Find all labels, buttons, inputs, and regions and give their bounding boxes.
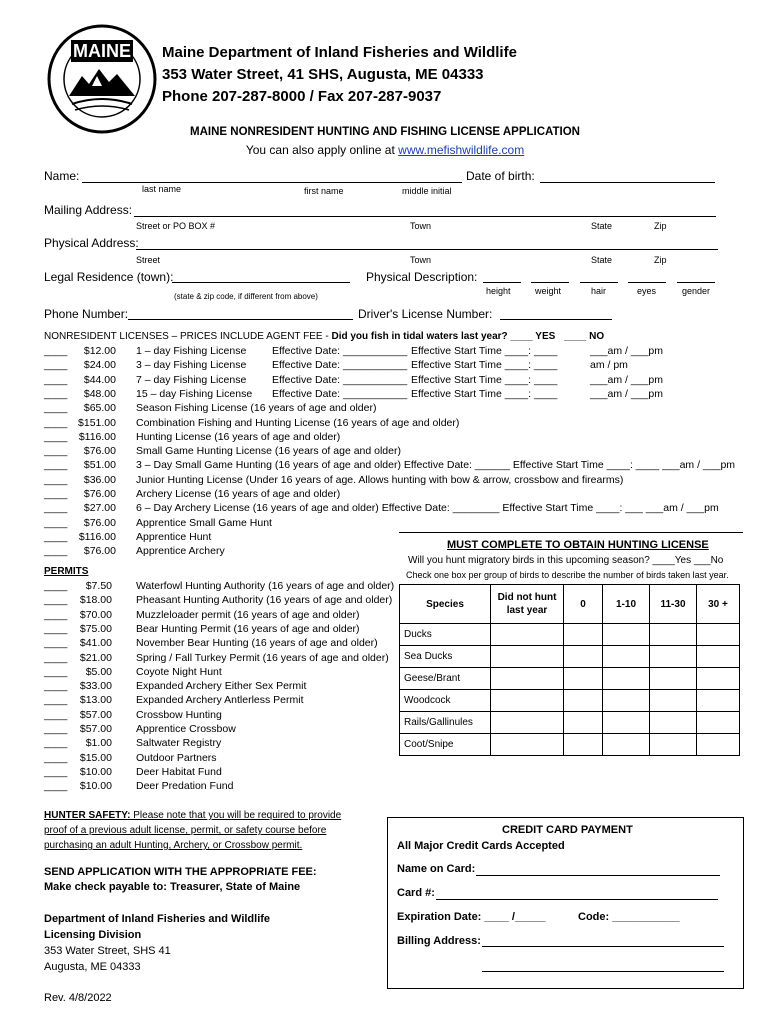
permit-row bbox=[44, 680, 112, 694]
migratory-question: Will you hunt migratory birds in this upcoming season? ____Yes ___No bbox=[408, 555, 724, 566]
credit-card-title: CREDIT CARD PAYMENT bbox=[502, 824, 633, 836]
permit-row bbox=[44, 580, 112, 594]
license-price: $116.00 bbox=[78, 530, 116, 543]
permit-price: $13.00 bbox=[79, 694, 112, 707]
drivers-license-field[interactable] bbox=[500, 319, 612, 320]
revision-date: Rev. 4/8/2022 bbox=[44, 992, 112, 1004]
permit-price: $1.00 bbox=[85, 737, 112, 750]
license-price: $48.00 bbox=[83, 387, 116, 400]
permit-label: Outdoor Partners bbox=[136, 751, 217, 764]
mail-division: Licensing Division bbox=[44, 929, 142, 941]
org-phone: Phone 207-287-8000 / Fax 207-287-9037 bbox=[162, 88, 442, 105]
license-select-blank[interactable]: ____ bbox=[44, 459, 68, 472]
permit-label: Saltwater Registry bbox=[136, 737, 222, 750]
physical-field[interactable] bbox=[136, 249, 718, 250]
bird-row bbox=[400, 690, 740, 712]
street-caption: Street bbox=[136, 255, 161, 265]
bird-count-checkbox[interactable] bbox=[603, 690, 650, 712]
bird-count-checkbox[interactable] bbox=[603, 668, 650, 690]
card-number-label: Card #: bbox=[397, 887, 435, 899]
dob-field[interactable] bbox=[540, 182, 715, 183]
mail-city: Augusta, ME 04333 bbox=[44, 961, 141, 973]
migratory-instruction: Check one box per group of birds to describe the number of birds taken last year. bbox=[406, 570, 729, 580]
bird-count-checkbox[interactable] bbox=[491, 624, 564, 646]
online-prefix: You can also apply online at bbox=[245, 143, 399, 157]
license-row bbox=[44, 474, 116, 488]
license-am-pm[interactable]: ___am / ___pm bbox=[590, 345, 663, 357]
credit-card-accepted: All Major Credit Cards Accepted bbox=[397, 840, 565, 852]
license-label: Apprentice Hunt bbox=[136, 530, 212, 543]
license-row bbox=[44, 502, 116, 516]
bird-count-checkbox[interactable] bbox=[491, 734, 564, 756]
bird-count-checkbox[interactable] bbox=[564, 734, 603, 756]
permit-price: $57.00 bbox=[79, 708, 112, 721]
license-price: $24.00 bbox=[83, 359, 116, 372]
permit-select-blank[interactable]: ____ bbox=[44, 594, 68, 607]
permit-row bbox=[44, 637, 112, 651]
license-select-blank[interactable]: ____ bbox=[44, 387, 68, 400]
height-caption: height bbox=[486, 286, 511, 296]
permit-select-blank[interactable]: ____ bbox=[44, 723, 68, 735]
permit-row bbox=[44, 752, 112, 766]
bird-count-checkbox[interactable] bbox=[650, 646, 697, 668]
bird-row bbox=[400, 668, 740, 690]
send-application-line: SEND APPLICATION WITH THE APPROPRIATE FEE: bbox=[44, 866, 317, 878]
legal-residence-caption: (state & zip code, if different from above) bbox=[174, 292, 318, 301]
license-label: 3 – Day Small Game Hunting (16 years of age and older) Effective Date: ______ Effective Start Time ____: ____ ___am / ___pm bbox=[136, 459, 736, 472]
permit-select-blank[interactable]: ____ bbox=[44, 580, 68, 592]
bird-count-checkbox[interactable] bbox=[491, 712, 564, 734]
permit-price: $21.00 bbox=[79, 651, 112, 664]
license-start-time[interactable]: Effective Start Time ____: ____ bbox=[411, 359, 558, 372]
license-label: Apprentice Archery bbox=[136, 545, 225, 558]
billing-address-field-2[interactable] bbox=[482, 971, 724, 972]
license-row bbox=[44, 359, 116, 373]
tidal-no[interactable]: ____ NO bbox=[564, 331, 605, 342]
physical-state-caption: State bbox=[591, 255, 613, 265]
hunter-safety-label: HUNTER SAFETY: bbox=[44, 810, 131, 821]
licenses-heading-text: NONRESIDENT LICENSES – PRICES INCLUDE AGENT FEE - bbox=[44, 331, 332, 342]
license-row bbox=[44, 445, 116, 459]
license-row bbox=[44, 388, 116, 402]
bird-count-checkbox[interactable] bbox=[650, 690, 697, 712]
license-label: Hunting License (16 years of age and older) bbox=[136, 430, 341, 443]
physical-description-label: Physical Description: bbox=[366, 270, 478, 284]
permit-price: $70.00 bbox=[79, 608, 112, 621]
permit-row bbox=[44, 666, 112, 680]
expiration-date-label: Expiration Date: ____ /_____ bbox=[397, 911, 546, 923]
permit-label: November Bear Hunting (16 years of age and older) bbox=[136, 637, 378, 650]
permit-select-blank[interactable]: ____ bbox=[44, 708, 68, 721]
license-label: 1 – day Fishing License bbox=[136, 345, 247, 357]
license-row bbox=[44, 431, 116, 445]
permit-row bbox=[44, 694, 112, 708]
payable-to-line: Make check payable to: Treasurer, State of Maine bbox=[44, 881, 301, 893]
license-row bbox=[44, 402, 116, 416]
license-start-time[interactable]: Effective Start Time ____: ____ bbox=[411, 345, 558, 357]
hunter-safety-line1: Please note that you will be required to provide bbox=[130, 810, 342, 821]
svg-text:MAINE: MAINE bbox=[73, 41, 131, 61]
bird-row bbox=[400, 646, 740, 668]
gender-caption: gender bbox=[682, 286, 711, 296]
name-label: Name: bbox=[44, 169, 80, 183]
license-am-pm[interactable]: am / pm bbox=[590, 359, 628, 372]
permit-price: $41.00 bbox=[79, 637, 112, 650]
bird-count-checkbox[interactable] bbox=[491, 646, 564, 668]
license-select-blank[interactable]: ____ bbox=[44, 488, 68, 500]
migratory-title: MUST COMPLETE TO OBTAIN HUNTING LICENSE bbox=[447, 539, 709, 551]
permit-select-blank[interactable]: ____ bbox=[44, 780, 68, 793]
permit-row bbox=[44, 737, 112, 751]
license-price: $76.00 bbox=[83, 488, 116, 500]
online-note bbox=[0, 143, 770, 157]
license-price: $76.00 bbox=[83, 516, 116, 529]
license-label: Junior Hunting License (Under 16 years of age. Allows hunting with bow & arrow, crossbow and firearms) bbox=[136, 473, 624, 486]
bird-count-checkbox[interactable] bbox=[697, 624, 740, 646]
mailing-town-caption: Town bbox=[410, 221, 432, 231]
name-on-card-label: Name on Card: bbox=[397, 863, 476, 875]
hunter-safety-note bbox=[44, 808, 341, 853]
street-po-caption: Street or PO BOX # bbox=[136, 221, 216, 231]
permit-select-blank[interactable]: ____ bbox=[44, 622, 68, 635]
migratory-bird-table bbox=[399, 584, 740, 756]
license-row bbox=[44, 374, 116, 388]
bird-species: Coot/Snipe bbox=[400, 734, 491, 756]
legal-residence-label: Legal Residence (town): bbox=[44, 270, 174, 284]
permit-price: $7.50 bbox=[85, 580, 112, 592]
permit-label: Muzzleloader permit (16 years of age and older) bbox=[136, 608, 360, 621]
license-effective-date[interactable]: Effective Date: ___________ bbox=[272, 373, 408, 386]
permit-select-blank[interactable]: ____ bbox=[44, 694, 68, 707]
permit-label: Deer Habitat Fund bbox=[136, 765, 222, 778]
license-start-time[interactable]: Effective Start Time ____: ____ bbox=[411, 373, 558, 386]
bird-species: Geese/Brant bbox=[400, 668, 491, 690]
agency-seal bbox=[47, 24, 157, 134]
permit-label: Crossbow Hunting bbox=[136, 708, 222, 721]
hair-field[interactable] bbox=[580, 282, 618, 283]
license-select-blank[interactable]: ____ bbox=[44, 373, 68, 386]
license-row bbox=[44, 531, 116, 545]
permit-row bbox=[44, 594, 112, 608]
phone-field[interactable] bbox=[128, 319, 353, 320]
license-label: Apprentice Small Game Hunt bbox=[136, 516, 272, 529]
eleven-to-thirty-column-header: 11-30 bbox=[650, 585, 697, 624]
license-select-blank[interactable]: ____ bbox=[44, 545, 68, 558]
permit-row bbox=[44, 652, 112, 666]
phone-label: Phone Number: bbox=[44, 307, 129, 321]
bird-count-checkbox[interactable] bbox=[564, 712, 603, 734]
permit-select-blank[interactable]: ____ bbox=[44, 651, 68, 664]
license-select-blank[interactable]: ____ bbox=[44, 359, 68, 372]
permit-label: Deer Predation Fund bbox=[136, 780, 234, 793]
permit-row bbox=[44, 780, 112, 794]
license-select-blank[interactable]: ____ bbox=[44, 445, 68, 458]
licenses-heading bbox=[44, 331, 604, 342]
bird-count-checkbox[interactable] bbox=[491, 690, 564, 712]
permit-select-blank[interactable]: ____ bbox=[44, 665, 68, 678]
eyes-field[interactable] bbox=[628, 282, 666, 283]
permit-row bbox=[44, 623, 112, 637]
license-label: Small Game Hunting License (16 years of age and older) bbox=[136, 445, 401, 458]
org-name: Maine Department of Inland Fisheries and Wildlife bbox=[162, 44, 517, 61]
bird-row bbox=[400, 712, 740, 734]
legal-residence-field[interactable] bbox=[172, 282, 350, 283]
mailing-state-caption: State bbox=[591, 221, 613, 231]
last-name-caption: last name bbox=[142, 184, 182, 194]
hunter-safety-line3: purchasing an adult Hunting, Archery, or Crossbow permit. bbox=[44, 840, 303, 851]
one-to-ten-column-header: 1-10 bbox=[603, 585, 650, 624]
bird-species: Ducks bbox=[400, 624, 491, 646]
permit-label: Coyote Night Hunt bbox=[136, 665, 222, 678]
tidal-question: Did you fish in tidal waters last year? bbox=[331, 331, 508, 342]
bird-count-checkbox[interactable] bbox=[603, 734, 650, 756]
name-field[interactable] bbox=[82, 182, 462, 183]
eyes-caption: eyes bbox=[637, 286, 657, 296]
permit-label: Pheasant Hunting Authority (16 years of age and older) bbox=[136, 594, 393, 607]
security-code-label: Code: ___________ bbox=[578, 911, 680, 923]
permit-select-blank[interactable]: ____ bbox=[44, 737, 68, 750]
online-link[interactable]: www.mefishwildlife.com bbox=[398, 143, 525, 157]
org-address: 353 Water Street, 41 SHS, Augusta, ME 04333 bbox=[162, 66, 484, 83]
license-price: $76.00 bbox=[83, 545, 116, 558]
license-start-time[interactable]: Effective Start Time ____: ____ bbox=[411, 387, 558, 400]
license-price: $12.00 bbox=[83, 345, 116, 357]
mail-street: 353 Water Street, SHS 41 bbox=[44, 945, 171, 957]
permit-label: Waterfowl Hunting Authority (16 years of age and older) bbox=[136, 580, 395, 592]
permit-price: $18.00 bbox=[79, 594, 112, 607]
permit-label: Expanded Archery Either Sex Permit bbox=[136, 680, 307, 693]
card-number-field[interactable] bbox=[436, 899, 718, 900]
bird-count-checkbox[interactable] bbox=[491, 668, 564, 690]
license-label: Combination Fishing and Hunting License (16 years of age and older) bbox=[136, 416, 460, 429]
dob-label: Date of birth: bbox=[466, 169, 535, 183]
license-price: $51.00 bbox=[83, 459, 116, 472]
bird-count-checkbox[interactable] bbox=[697, 668, 740, 690]
license-price: $76.00 bbox=[83, 445, 116, 458]
first-name-caption: first name bbox=[304, 186, 344, 196]
permit-label: Expanded Archery Antlerless Permit bbox=[136, 694, 304, 707]
permit-row bbox=[44, 766, 112, 780]
license-select-blank[interactable]: ____ bbox=[44, 345, 68, 357]
license-effective-date[interactable]: Effective Date: ___________ bbox=[272, 345, 408, 357]
permit-select-blank[interactable]: ____ bbox=[44, 751, 68, 764]
permit-row bbox=[44, 609, 112, 623]
permit-price: $15.00 bbox=[79, 751, 112, 764]
drivers-license-label: Driver's License Number: bbox=[358, 307, 493, 321]
permit-label: Bear Hunting Permit (16 years of age and older) bbox=[136, 622, 360, 635]
weight-field[interactable] bbox=[531, 282, 569, 283]
license-effective-date[interactable]: Effective Date: ___________ bbox=[272, 387, 408, 400]
license-row bbox=[44, 545, 116, 559]
bird-count-checkbox[interactable] bbox=[564, 624, 603, 646]
bird-species: Sea Ducks bbox=[400, 646, 491, 668]
license-price: $151.00 bbox=[78, 416, 116, 429]
billing-address-field-1[interactable] bbox=[482, 946, 724, 947]
bird-row bbox=[400, 734, 740, 756]
bird-count-checkbox[interactable] bbox=[650, 712, 697, 734]
physical-town-caption: Town bbox=[410, 255, 432, 265]
bird-count-checkbox[interactable] bbox=[697, 646, 740, 668]
license-row bbox=[44, 488, 116, 502]
mailing-label: Mailing Address: bbox=[44, 203, 133, 217]
middle-initial-caption: middle initial bbox=[402, 186, 452, 196]
license-price: $27.00 bbox=[83, 502, 116, 515]
license-select-blank[interactable]: ____ bbox=[44, 430, 68, 443]
bird-count-checkbox[interactable] bbox=[697, 734, 740, 756]
license-select-blank[interactable]: ____ bbox=[44, 402, 68, 415]
license-price: $44.00 bbox=[83, 373, 116, 386]
bird-count-checkbox[interactable] bbox=[650, 668, 697, 690]
license-price: $116.00 bbox=[78, 430, 116, 443]
license-row bbox=[44, 345, 116, 359]
hair-caption: hair bbox=[591, 286, 607, 296]
form-title: MAINE NONRESIDENT HUNTING AND FISHING LICENSE APPLICATION bbox=[190, 126, 580, 138]
permit-price: $5.00 bbox=[85, 665, 112, 678]
license-select-blank[interactable]: ____ bbox=[44, 516, 68, 529]
permit-select-blank[interactable]: ____ bbox=[44, 765, 68, 778]
permit-price: $75.00 bbox=[79, 622, 112, 635]
migratory-box-top bbox=[399, 532, 743, 533]
permit-select-blank[interactable]: ____ bbox=[44, 680, 68, 693]
bird-count-checkbox[interactable] bbox=[603, 712, 650, 734]
permit-price: $57.00 bbox=[79, 723, 112, 735]
mailing-field[interactable] bbox=[134, 216, 716, 217]
bird-count-checkbox[interactable] bbox=[650, 624, 697, 646]
mail-dept: Department of Inland Fisheries and Wildlife bbox=[44, 913, 271, 925]
permit-label: Apprentice Crossbow bbox=[136, 723, 236, 735]
permit-row bbox=[44, 709, 112, 723]
bird-row bbox=[400, 624, 740, 646]
license-row bbox=[44, 459, 116, 473]
hunter-safety-line2: proof of a previous adult license, permit, or safety course before bbox=[44, 825, 327, 836]
license-am-pm[interactable]: ___am / ___pm bbox=[590, 387, 663, 400]
license-effective-date[interactable]: Effective Date: ___________ bbox=[272, 359, 408, 372]
license-row bbox=[44, 417, 116, 431]
thirty-plus-column-header: 30 + bbox=[697, 585, 740, 624]
tidal-yes[interactable]: ____ YES bbox=[510, 331, 556, 342]
gender-field[interactable] bbox=[677, 282, 715, 283]
license-select-blank[interactable]: ____ bbox=[44, 530, 68, 543]
bird-count-checkbox[interactable] bbox=[697, 690, 740, 712]
license-label: 3 – day Fishing License bbox=[136, 359, 247, 372]
bird-species: Rails/Gallinules bbox=[400, 712, 491, 734]
bird-count-checkbox[interactable] bbox=[564, 690, 603, 712]
billing-address-label: Billing Address: bbox=[397, 935, 481, 947]
license-select-blank[interactable]: ____ bbox=[44, 416, 68, 429]
permit-select-blank[interactable]: ____ bbox=[44, 608, 68, 621]
license-select-blank[interactable]: ____ bbox=[44, 502, 68, 515]
bird-species: Woodcock bbox=[400, 690, 491, 712]
seal-graphic bbox=[47, 24, 157, 134]
mailing-zip-caption: Zip bbox=[654, 221, 667, 231]
bird-count-checkbox[interactable] bbox=[564, 646, 603, 668]
permit-price: $33.00 bbox=[79, 680, 112, 693]
license-am-pm[interactable]: ___am / ___pm bbox=[590, 373, 663, 386]
bird-count-checkbox[interactable] bbox=[697, 712, 740, 734]
license-label: 7 – day Fishing License bbox=[136, 373, 247, 386]
bird-count-checkbox[interactable] bbox=[564, 668, 603, 690]
species-column-header: Species bbox=[400, 585, 491, 624]
license-row bbox=[44, 517, 116, 531]
permit-price: $10.00 bbox=[79, 765, 112, 778]
weight-caption: weight bbox=[535, 286, 562, 296]
license-label: 15 – day Fishing License bbox=[136, 387, 253, 400]
permits-heading: PERMITS bbox=[44, 566, 89, 577]
permit-row bbox=[44, 723, 112, 737]
bird-count-checkbox[interactable] bbox=[603, 624, 650, 646]
license-price: $65.00 bbox=[83, 402, 116, 415]
height-field[interactable] bbox=[483, 282, 521, 283]
physical-label: Physical Address: bbox=[44, 236, 139, 250]
bird-count-checkbox[interactable] bbox=[650, 734, 697, 756]
license-label: Archery License (16 years of age and older) bbox=[136, 488, 341, 500]
physical-zip-caption: Zip bbox=[654, 255, 667, 265]
did-not-hunt-column-header: Did not hunt last year bbox=[491, 585, 564, 624]
license-label: 6 – Day Archery License (16 years of age and older) Effective Date: ________ Effective Start Time ____: ___ ___am / ___pm bbox=[136, 502, 719, 515]
name-on-card-field[interactable] bbox=[476, 875, 720, 876]
zero-column-header: 0 bbox=[564, 585, 603, 624]
license-price: $36.00 bbox=[83, 473, 116, 486]
bird-count-checkbox[interactable] bbox=[603, 646, 650, 668]
license-label: Season Fishing License (16 years of age and older) bbox=[136, 402, 377, 415]
license-select-blank[interactable]: ____ bbox=[44, 473, 68, 486]
permit-price: $10.00 bbox=[79, 780, 112, 793]
permit-select-blank[interactable]: ____ bbox=[44, 637, 68, 650]
permit-label: Spring / Fall Turkey Permit (16 years of age and older) bbox=[136, 651, 389, 664]
